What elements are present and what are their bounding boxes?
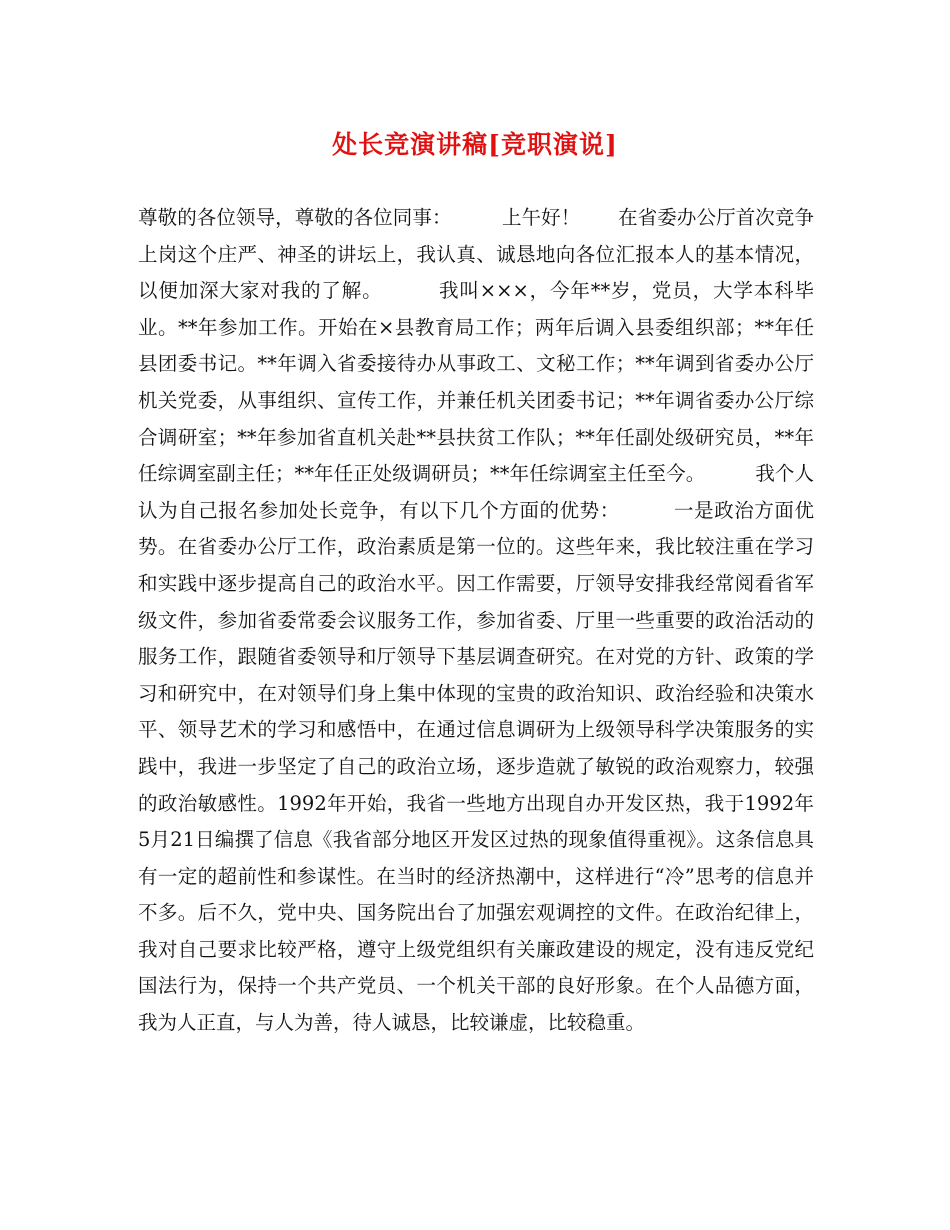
document-title: 处长竞演讲稿[竞职演说] [332,130,618,159]
document-body: 尊敬的各位领导，尊敬的各位同事： 上午好！ 在省委办公厅首次竞争上岗这个庄严、神圣的讲坛上，我认真、诚恳地向各位汇报本人的基本情况，以便加深大家对我的了解。 我叫×××，今年**岁，党员，大学本科毕业。**年参加工作。开始在×县教育局工作；两年后调入县委组织部；**年任县团委书记。**年调入省委接待办从事政工、文秘工作；**年调到省委办公厅机关党委，从事组织、宣传工作，并兼任机关团委书记；**年调省委办公厅综合调研室；**年参加省直机关赴**县扶贫工作队；**年任副处级研究员，**年任综调室副主任；**年任正处级调研员；**年任综调室主任至今。 我个人认为自己报名参加处长竞争，有以下几个方面的优势： 一是政治方面优势。在省委办公厅工作，政治素质是第一位的。这些年来，我比较注重在学习和实践中逐步提高自己的政治水平。因工作需要，厅领导安排我经常阅看省军级文件，参加省委常委会议服务工作，参加省委、厅里一些重要的政治活动的服务工作，跟随省委领导和厅领导下基层调查研究。在对党的方针、政策的学习和研究中，在对领导们身上集中体现的宝贵的政治知识、政治经验和决策水平、领导艺术的学习和感悟中，在通过信息调研为上级领导科学决策服务的实践中，我进一步坚定了自己的政治立场，逐步造就了敏锐的政治观察力，较强的政治敏感性。1992年开始，我省一些地方出现自办开发区热，我于1992年5月21日编撰了信息《我省部分地区开发区过热的现象值得重视》。这条信息具有一定的超前性和参谋性。在当时的经济热潮中，这样进行“冷”思考的信息并不多。后不久，党中央、国务院出台了加强宏观调控的文件。在政治纪律上，我对自己要求比较严格，遵守上级党组织有关廉政建设的规定，没有违反党纪国法行为，保持一个共产党员、一个机关干部的良好形象。在个人品德方面，我为人正直，与人为善，待人诚恳，比较谦虚，比较稳重。 [138,206,814,1035]
